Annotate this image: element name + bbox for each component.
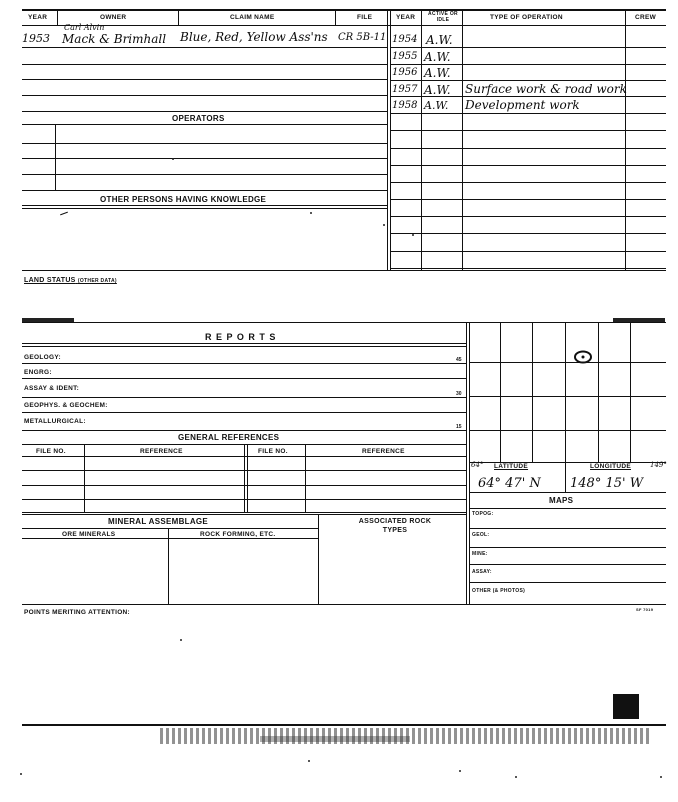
reports-right-border-2: [469, 322, 470, 604]
row-line: [22, 111, 387, 112]
refs-col-file2: FILE NO.: [258, 448, 288, 455]
maps-rule: [469, 547, 666, 548]
latitude-value: 64° 47' N: [478, 476, 541, 491]
grid-hline: [469, 430, 666, 431]
map-assay: ASSAY:: [472, 569, 492, 575]
grid-vline: [532, 322, 533, 462]
col-owner-header: OWNER: [100, 14, 127, 21]
op-status: A.W.: [424, 66, 451, 80]
row-line: [22, 95, 387, 96]
grid-hline: [469, 396, 666, 397]
col-year-header: YEAR: [28, 14, 48, 21]
owner-name: Mack & Brimhall: [62, 32, 167, 46]
speck: [308, 760, 310, 762]
vline-left-block-2: [390, 9, 391, 271]
refs-col-ref2: REFERENCE: [362, 448, 405, 455]
refs-col-file1: FILE NO.: [36, 448, 66, 455]
map-mine: MINE:: [472, 551, 488, 557]
land-status-label: [24, 277, 117, 284]
col-crew-header: CREW: [635, 14, 657, 21]
mineral-title: MINERAL ASSEMBLAGE: [108, 517, 209, 526]
row-line: [22, 64, 387, 65]
ore-minerals-header: ORE MINERALS: [62, 531, 116, 538]
op-year: 1957: [392, 84, 418, 95]
reports-rule: [22, 346, 466, 347]
grid-hline: [469, 362, 666, 363]
op-year: 1956: [392, 67, 418, 78]
registration-mark: [613, 694, 639, 719]
op-status: A.W.: [424, 83, 451, 97]
col-active-idle-header: ACTIVE OR IDLE: [428, 11, 458, 23]
latitude-label: LATITUDE: [494, 463, 529, 470]
report-geophys: GEOPHYS. & GEOCHEM:: [24, 402, 108, 409]
bottom-rule: [22, 604, 666, 605]
report-geology: GEOLOGY:: [24, 354, 61, 361]
op-row-line: [390, 216, 666, 217]
op-year: 1955: [392, 51, 418, 62]
vline-year: [57, 9, 58, 26]
form-number: SF 7019: [636, 607, 654, 612]
header-bottom-rule: [22, 25, 666, 26]
report-row-line: [22, 397, 466, 398]
refs-rule: [22, 512, 466, 513]
lat-prefix: 64°: [471, 461, 484, 469]
top-border: [22, 9, 666, 11]
grid-vline: [500, 322, 501, 462]
op-type: Development work: [465, 98, 580, 112]
report-num: 30: [456, 391, 462, 397]
report-engrg: ENGRG:: [24, 369, 52, 376]
scan-noise: [260, 736, 410, 742]
reports-right-border: [466, 322, 467, 604]
vline-type: [625, 9, 626, 271]
op-type: Surface work & road work: [465, 82, 627, 96]
op-row-line: [390, 130, 666, 131]
reports-rule: [22, 343, 466, 344]
row-line: [22, 190, 387, 191]
report-row-line: [22, 430, 466, 431]
report-row-line: [22, 363, 466, 364]
op-year: 1954: [392, 34, 418, 45]
maps-rule: [469, 528, 666, 529]
op-row-line: [390, 268, 666, 269]
op-row-line: [390, 80, 666, 81]
op-status: A.W.: [424, 50, 451, 64]
map-topog: TOPOG:: [472, 511, 494, 517]
associated-rock-types: ASSOCIATED ROCK TYPES: [358, 518, 432, 534]
general-refs-title: GENERAL REFERENCES: [178, 433, 280, 442]
row-line: [22, 143, 387, 144]
maps-top-rule: [469, 492, 666, 493]
refs-vline: [244, 444, 245, 512]
row-line: [22, 158, 387, 159]
grid-vline: [630, 322, 631, 462]
reports-title: R E P O R T S: [205, 332, 277, 342]
land-status-sub: (OTHER DATA): [77, 278, 117, 284]
col-year2-header: YEAR: [396, 14, 416, 21]
location-marker-icon: [572, 349, 594, 365]
latlon-divider: [565, 462, 566, 492]
report-metallurgical: METALLURGICAL:: [24, 418, 86, 425]
report-num: 45: [456, 357, 462, 363]
row-line: [22, 79, 387, 80]
grid-vline: [598, 322, 599, 462]
mineral-rule: [22, 528, 318, 529]
scan-edge-line: [22, 724, 666, 726]
maps-rule: [469, 564, 666, 565]
op-status: A.W.: [426, 33, 453, 47]
speck: [180, 639, 182, 641]
op-status: A.W.: [424, 99, 449, 112]
report-row-line: [22, 378, 466, 379]
mineral-vline: [168, 528, 169, 604]
longitude-label: LONGITUDE: [590, 463, 631, 470]
op-year: 1958: [392, 100, 418, 111]
col-type-operation-header: TYPE OF OPERATION: [490, 14, 563, 21]
vline-year2: [421, 9, 422, 271]
op-row-line: [390, 233, 666, 234]
row-line: [22, 205, 387, 206]
vline-left-block: [387, 9, 388, 271]
refs-vline: [305, 444, 306, 512]
report-assay: ASSAY & IDENT:: [24, 385, 80, 392]
maps-rule: [469, 508, 666, 509]
maps-title: MAPS: [549, 496, 574, 505]
claim-name: Blue, Red, Yellow Ass'ns: [180, 30, 328, 44]
vline-claim: [335, 9, 336, 26]
owner-year: 1953: [22, 32, 50, 45]
map-other: OTHER (& PHOTOS): [472, 588, 526, 594]
reports-top-rule: [22, 322, 666, 323]
speck: [459, 770, 461, 772]
report-num: 15: [456, 424, 462, 430]
mineral-rule: [22, 514, 466, 515]
speck: [310, 212, 312, 214]
operators-label: OPERATORS: [172, 114, 225, 123]
top-section-bottom: [22, 270, 666, 271]
op-row-line: [390, 64, 666, 65]
pen-mark: [60, 212, 68, 216]
speck: [20, 773, 22, 775]
file-value: CR 5B-11: [338, 32, 387, 43]
vline-active: [462, 9, 463, 271]
lon-suffix: 149°: [650, 461, 667, 469]
longitude-value: 148° 15' W: [570, 476, 644, 491]
speck: [383, 224, 385, 226]
vline-owner: [178, 9, 179, 26]
op-row-line: [390, 199, 666, 200]
op-row-line: [390, 182, 666, 183]
col-claim-name-header: CLAIM NAME: [230, 14, 275, 21]
speck: [172, 158, 174, 160]
row-line: [22, 208, 387, 209]
report-row-line: [22, 412, 466, 413]
speck: [515, 776, 517, 778]
other-persons-label: OTHER PERSONS HAVING KNOWLEDGE: [100, 195, 267, 204]
speck: [660, 776, 662, 778]
speck: [412, 234, 414, 236]
map-geol: GEOL:: [472, 532, 490, 538]
row-line: [22, 47, 387, 48]
owner-first-names: Carl Alvin: [64, 23, 105, 32]
land-status-text: LAND STATUS: [24, 277, 76, 284]
mineral-vline: [318, 514, 319, 604]
operators-vline: [55, 124, 56, 190]
refs-vline: [247, 444, 248, 512]
maps-rule: [469, 582, 666, 583]
refs-col-ref1: REFERENCE: [140, 448, 183, 455]
rock-forming-header: ROCK FORMING, ETC.: [200, 531, 276, 538]
mineral-rule: [22, 538, 318, 539]
row-line: [22, 124, 387, 125]
col-file-header: FILE: [357, 14, 373, 21]
op-row-line: [390, 47, 666, 48]
op-row-line: [390, 148, 666, 149]
grid-vline: [565, 322, 566, 462]
refs-vline: [84, 444, 85, 512]
op-row-line: [390, 251, 666, 252]
points-meriting-attention: POINTS MERITING ATTENTION:: [24, 609, 131, 616]
row-line: [22, 174, 387, 175]
op-row-line: [390, 113, 666, 114]
op-row-line: [390, 165, 666, 166]
